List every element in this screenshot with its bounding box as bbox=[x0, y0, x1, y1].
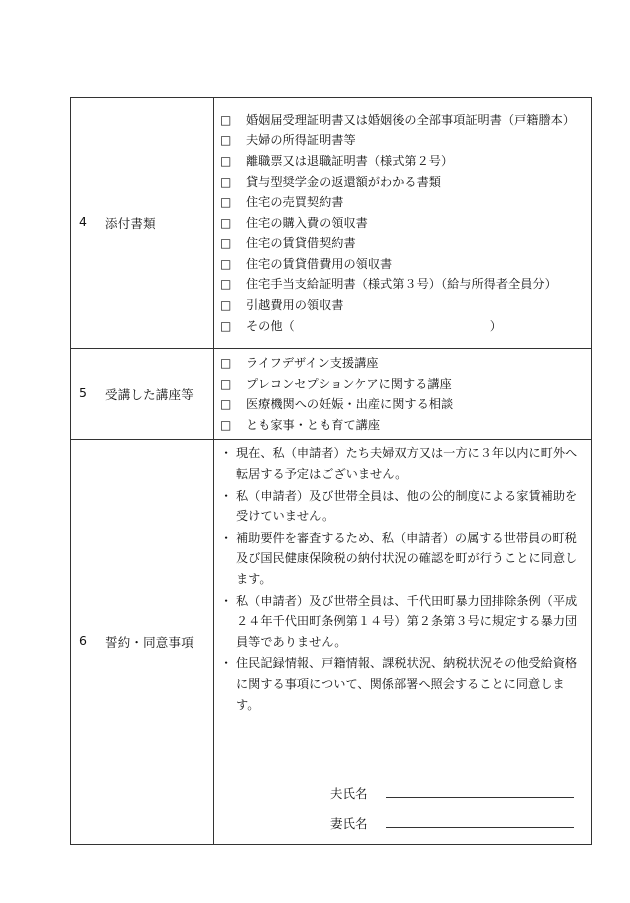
section-number: 5 bbox=[79, 385, 88, 401]
pledge-item bbox=[220, 443, 585, 484]
checklist-item bbox=[220, 172, 585, 193]
checkbox-icon[interactable]: □ bbox=[220, 195, 232, 210]
bullet-icon: ・ bbox=[220, 593, 233, 608]
checklist-item bbox=[220, 415, 585, 436]
checkbox-icon[interactable]: □ bbox=[220, 376, 232, 391]
section-title: 受講した講座等 bbox=[105, 387, 194, 403]
checkbox-icon[interactable]: □ bbox=[220, 215, 232, 230]
section-number: 6 bbox=[79, 633, 88, 649]
checkbox-icon[interactable]: □ bbox=[220, 153, 232, 168]
pledge-item bbox=[220, 528, 585, 590]
checklist-item bbox=[220, 130, 585, 151]
pledge-item bbox=[220, 486, 585, 527]
checklist-item-label: 婚姻届受理証明書又は婚姻後の全部事項証明書（戸籍謄本） bbox=[246, 112, 576, 127]
checklist-item-label: とも家事・とも育て講座 bbox=[246, 417, 381, 432]
pledge-text: 補助要件を審査するため、私（申請者）の属する世帯員の町税及び国民健康保険税の納付状況の確認を町が行うことに同意します。 bbox=[236, 530, 578, 586]
section-label-cell bbox=[71, 440, 214, 845]
checklist-item-label: ライフデザイン支援講座 bbox=[246, 356, 379, 370]
checklist-item bbox=[220, 274, 585, 295]
signature-area bbox=[218, 716, 585, 844]
checklist-item bbox=[220, 151, 585, 172]
bullet-icon: ・ bbox=[220, 656, 233, 671]
pledge-text: 私（申請者）及び世帯全員は、他の公的制度による家賃補助を受けていません。 bbox=[236, 488, 578, 524]
pledge-cell bbox=[214, 440, 592, 845]
pledge-list bbox=[218, 440, 585, 715]
checklist-item bbox=[220, 110, 585, 131]
application-form-table bbox=[70, 97, 592, 845]
checklist-item-label: 医療機関への妊娠・出産に関する相談 bbox=[246, 397, 454, 412]
wife-name-field[interactable] bbox=[386, 813, 574, 828]
checkbox-icon[interactable]: □ bbox=[220, 277, 232, 292]
checkbox-icon[interactable]: □ bbox=[220, 318, 232, 333]
checkbox-icon[interactable]: □ bbox=[220, 397, 232, 412]
husband-signature-row bbox=[218, 772, 585, 802]
checklist-item bbox=[220, 295, 585, 316]
checkbox-icon[interactable]: □ bbox=[220, 356, 232, 370]
section-number: 4 bbox=[79, 214, 88, 229]
bullet-icon: ・ bbox=[220, 530, 233, 545]
checklist-item bbox=[220, 192, 585, 213]
checklist-item bbox=[220, 316, 585, 337]
checklist-item-label: 住宅の売買契約書 bbox=[246, 195, 344, 210]
section-title: 誓約・同意事項 bbox=[105, 635, 194, 651]
bullet-icon: ・ bbox=[220, 446, 233, 461]
courses-checklist bbox=[218, 349, 585, 439]
pledge-item bbox=[220, 591, 585, 653]
checkbox-icon[interactable]: □ bbox=[220, 256, 232, 271]
checklist-item-label: プレコンセプションケアに関する講座 bbox=[246, 376, 452, 391]
checkbox-icon[interactable]: □ bbox=[220, 112, 232, 127]
checklist-item bbox=[220, 394, 585, 415]
section-courses bbox=[71, 349, 592, 440]
pledge-item bbox=[220, 653, 585, 715]
wife-name-label: 妻氏名 bbox=[330, 816, 368, 832]
checklist-item bbox=[220, 233, 585, 254]
husband-name-field[interactable] bbox=[386, 783, 574, 798]
checklist-item bbox=[220, 374, 585, 395]
wife-signature-row bbox=[218, 802, 585, 832]
pledge-text: 住民記録情報、戸籍情報、課税状況、納税状況その他受給資格に関する事項について、関係部署へ照会することに同意します。 bbox=[236, 656, 578, 712]
checklist-item-label: 引越費用の領収書 bbox=[246, 298, 344, 313]
checklist-item-label: 離職票又は退職証明書（様式第２号） bbox=[246, 153, 454, 168]
checklist-item bbox=[220, 254, 585, 275]
checkbox-icon[interactable]: □ bbox=[220, 133, 232, 148]
pledge-text: 現在、私（申請者）たち夫婦双方又は一方に３年以内に町外へ転居する予定はございません。 bbox=[236, 446, 578, 481]
section-pledge-consent bbox=[71, 440, 592, 845]
section-title: 添付書類 bbox=[105, 216, 156, 231]
checklist-item-label: その他（ ） bbox=[246, 318, 502, 333]
checkbox-icon[interactable]: □ bbox=[220, 236, 232, 251]
checklist-item bbox=[220, 213, 585, 234]
section-label-cell bbox=[71, 349, 214, 440]
section-attachments bbox=[71, 98, 592, 349]
section-label-cell bbox=[71, 98, 214, 349]
checklist-item-label: 住宅の賃貸借契約書 bbox=[246, 236, 356, 251]
attachments-list-cell bbox=[214, 98, 592, 349]
checklist-item bbox=[220, 353, 585, 374]
checklist-item-label: 夫婦の所得証明書等 bbox=[246, 133, 356, 148]
husband-name-label: 夫氏名 bbox=[330, 786, 368, 802]
courses-list-cell bbox=[214, 349, 592, 440]
checklist-item-label: 住宅の賃貸借費用の領収書 bbox=[246, 256, 393, 271]
pledge-text: 私（申請者）及び世帯全員は、千代田町暴力団排除条例（平成２４年千代田町条例第１４号）第２条第３号に規定する暴力団員等でありません。 bbox=[236, 593, 578, 649]
checkbox-icon[interactable]: □ bbox=[220, 417, 232, 432]
checkbox-icon[interactable]: □ bbox=[220, 174, 232, 189]
checkbox-icon[interactable]: □ bbox=[220, 298, 232, 313]
checklist-item-label: 貸与型奨学金の返還額がわかる書類 bbox=[246, 174, 441, 189]
checklist-item-label: 住宅手当支給証明書（様式第３号）（給与所得者全員分） bbox=[246, 277, 557, 292]
checklist-item-label: 住宅の購入費の領収書 bbox=[246, 215, 368, 230]
bullet-icon: ・ bbox=[220, 488, 233, 503]
attachments-checklist bbox=[218, 106, 585, 341]
